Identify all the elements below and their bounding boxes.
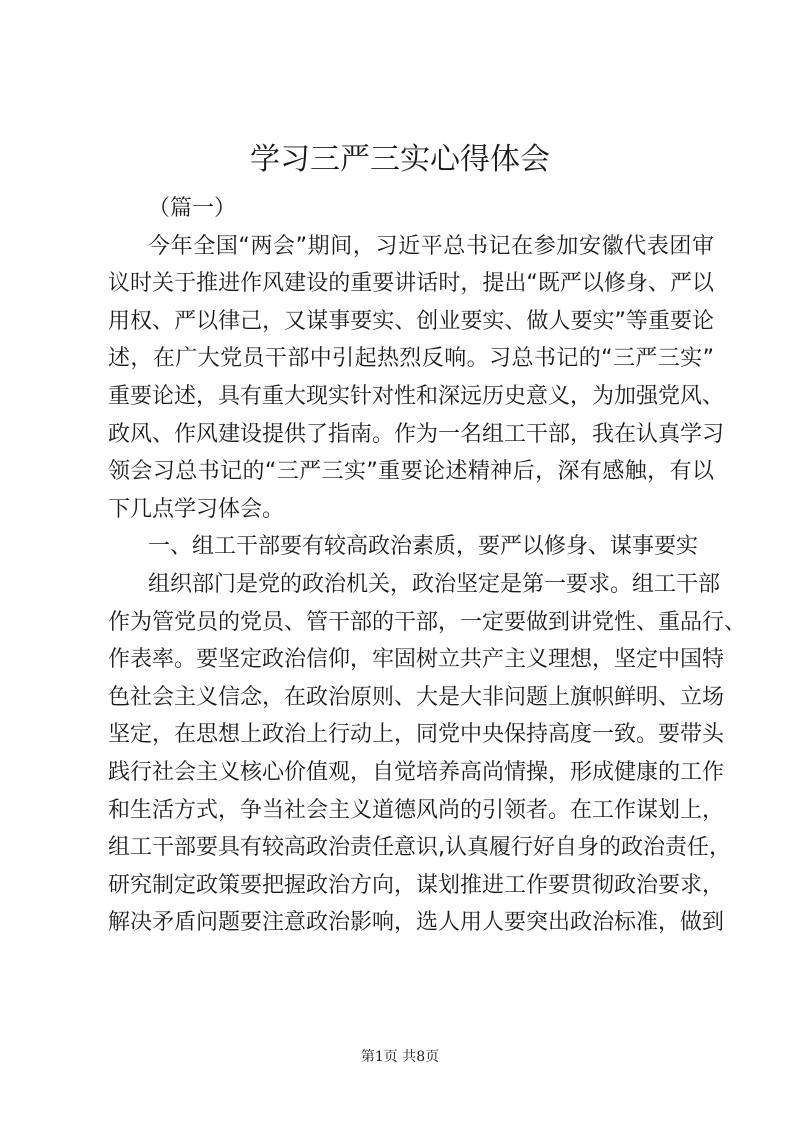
text-line: 和生活方式，争当社会主义道德风尚的引领者。在工作谋划上， xyxy=(108,797,725,823)
document-body xyxy=(108,190,747,942)
text-line: 下几点学习体会。 xyxy=(108,496,285,522)
text-line: 践行社会主义核心价值观，自觉培养高尚情操，形成健康的工作 xyxy=(108,759,725,785)
text-line: 议时关于推进作风建设的重要讲话时，提出“既严以修身、严以 xyxy=(108,271,714,297)
text-line: 用权、严以律己，又谋事要实、创业要实、做人要实”等重要论 xyxy=(108,308,714,334)
page-number: 第1页 共8页 xyxy=(360,1049,440,1065)
text-line: 今年全国“两会”期间，习近平总书记在参加安徽代表团审 xyxy=(148,233,714,259)
text-line: 领会习总书记的“三严三实”重要论述精神后，深有感触，有以 xyxy=(108,459,714,485)
document-title: 学习三严三实心得体会 xyxy=(250,142,550,177)
text-line: （篇一） xyxy=(148,196,237,221)
text-line: 组织部门是党的政治机关，政治坚定是第一要求。组工干部 xyxy=(148,571,721,597)
text-line: 研究制定政策要把握政治方向，谋划推进工作要贯彻政治要求， xyxy=(108,872,725,898)
text-line: 政风、作风建设提供了指南。作为一名组工干部，我在认真学习 xyxy=(108,421,725,447)
text-line: 色社会主义信念，在政治原则、大是大非问题上旗帜鲜明、立场 xyxy=(108,684,725,710)
text-line: 解决矛盾问题要注意政治影响，选人用人要突出政治标准，做到 xyxy=(108,910,725,936)
text-line: 重要论述，具有重大现实针对性和深远历史意义，为加强党风、 xyxy=(108,383,725,409)
text-line: 一、组工干部要有较高政治素质，要严以修身、谋事要实 xyxy=(148,534,699,560)
text-line: 作为管党员的党员、管干部的干部，一定要做到讲党性、重品行、 xyxy=(108,609,747,635)
text-line: 述，在广大党员干部中引起热烈反响。习总书记的“三严三实” xyxy=(108,346,714,372)
text-line: 作表率。要坚定政治信仰，牢固树立共产主义理想，坚定中国特 xyxy=(108,647,725,673)
text-line: 坚定，在思想上政治上行动上，同党中央保持高度一致。要带头 xyxy=(108,722,725,748)
text-line: 组工干部要具有较高政治责任意识,认真履行好自身的政治责任， xyxy=(108,835,731,861)
